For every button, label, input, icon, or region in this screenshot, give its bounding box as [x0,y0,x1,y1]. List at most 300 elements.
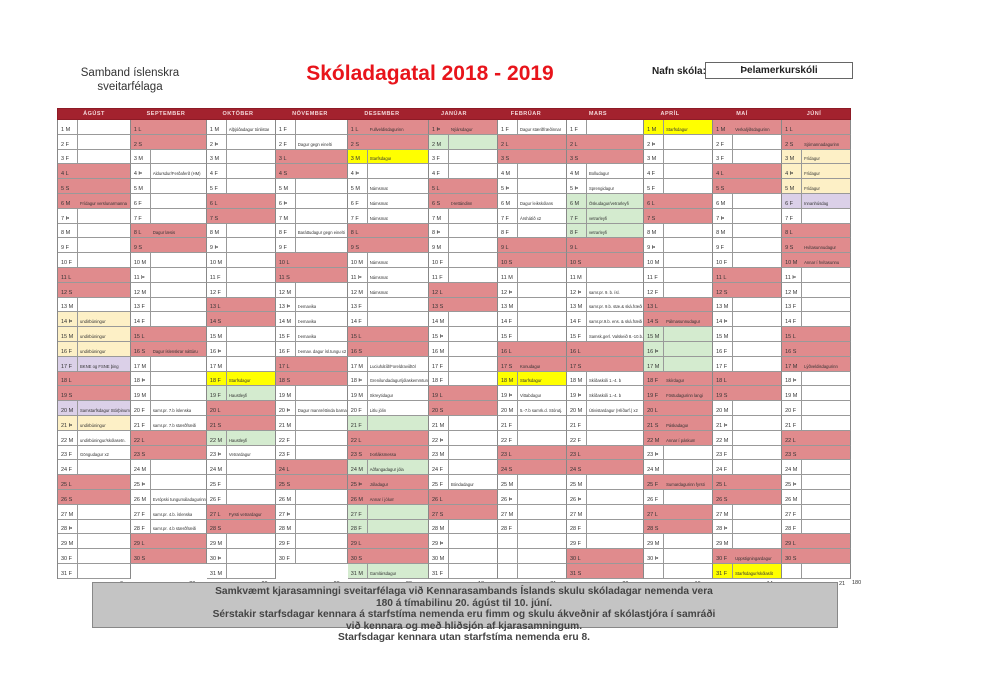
day-cell[interactable] [131,446,207,461]
day-cell[interactable] [348,534,429,549]
day-cell[interactable] [644,135,713,150]
day-cell[interactable] [131,238,207,253]
day-cell[interactable] [782,268,851,283]
day-cell[interactable] [131,150,207,165]
day-cell[interactable] [713,209,782,224]
day-cell[interactable] [782,253,851,268]
day-cell[interactable] [644,475,713,490]
day-cell[interactable] [58,564,131,579]
day-cell[interactable] [276,520,348,535]
day-cell[interactable] [429,534,498,549]
day-cell[interactable] [348,460,429,475]
day-cell[interactable] [713,268,782,283]
day-cell[interactable] [713,253,782,268]
day-cell[interactable] [567,298,644,313]
day-cell[interactable] [207,312,276,327]
day-cell[interactable] [348,238,429,253]
day-cell[interactable] [131,490,207,505]
day-cell[interactable] [713,194,782,209]
day-cell[interactable] [131,357,207,372]
day-cell[interactable] [782,342,851,357]
day-cell[interactable] [58,120,131,135]
day-cell[interactable] [348,312,429,327]
day-cell[interactable] [567,490,644,505]
day-cell[interactable] [429,164,498,179]
day-cell[interactable] [276,327,348,342]
day-cell[interactable] [713,179,782,194]
day-cell[interactable] [713,534,782,549]
day-cell[interactable] [567,549,644,564]
day-cell[interactable] [498,416,567,431]
day-cell[interactable] [782,520,851,535]
day-cell[interactable] [713,238,782,253]
day-cell[interactable] [498,534,567,549]
day-cell[interactable] [348,564,429,579]
day-cell[interactable] [131,224,207,239]
day-cell[interactable] [207,372,276,387]
day-cell[interactable] [713,416,782,431]
day-cell[interactable] [429,431,498,446]
day-cell[interactable] [567,446,644,461]
day-cell[interactable] [429,446,498,461]
day-cell[interactable] [567,534,644,549]
day-cell[interactable] [58,224,131,239]
day-cell[interactable] [131,194,207,209]
day-cell[interactable] [498,209,567,224]
day-cell[interactable] [276,312,348,327]
day-cell[interactable] [429,312,498,327]
day-cell[interactable] [131,549,207,564]
day-cell[interactable] [644,534,713,549]
day-cell[interactable] [782,475,851,490]
day-cell[interactable] [207,298,276,313]
day-cell[interactable] [644,416,713,431]
day-cell[interactable] [498,238,567,253]
day-cell[interactable] [782,283,851,298]
day-cell[interactable] [644,386,713,401]
day-cell[interactable] [276,342,348,357]
day-cell[interactable] [207,549,276,564]
day-cell[interactable] [782,327,851,342]
day-cell[interactable] [782,460,851,475]
day-cell[interactable] [567,312,644,327]
day-cell[interactable] [348,401,429,416]
day-cell[interactable] [567,372,644,387]
day-cell[interactable] [348,342,429,357]
day-cell[interactable] [782,224,851,239]
day-cell[interactable] [276,505,348,520]
day-cell[interactable] [58,386,131,401]
day-cell[interactable] [276,194,348,209]
day-cell[interactable] [713,327,782,342]
day-cell[interactable] [131,268,207,283]
day-cell[interactable] [498,431,567,446]
day-cell[interactable] [567,357,644,372]
day-cell[interactable] [782,401,851,416]
day-cell[interactable] [429,238,498,253]
day-cell[interactable] [429,520,498,535]
day-cell[interactable] [429,120,498,135]
day-cell[interactable] [713,164,782,179]
day-cell[interactable] [782,135,851,150]
day-cell[interactable] [713,224,782,239]
day-cell[interactable] [429,253,498,268]
day-cell[interactable] [498,342,567,357]
day-cell[interactable] [58,490,131,505]
day-cell[interactable] [207,431,276,446]
day-cell[interactable] [131,505,207,520]
day-cell[interactable] [207,179,276,194]
day-cell[interactable] [276,164,348,179]
day-cell[interactable] [498,505,567,520]
day-cell[interactable] [498,120,567,135]
day-cell[interactable] [207,209,276,224]
day-cell[interactable] [782,534,851,549]
day-cell[interactable] [58,520,131,535]
day-cell[interactable] [498,460,567,475]
day-cell[interactable] [131,534,207,549]
day-cell[interactable] [429,490,498,505]
day-cell[interactable] [644,268,713,283]
day-cell[interactable] [498,164,567,179]
day-cell[interactable] [276,549,348,564]
day-cell[interactable] [713,283,782,298]
day-cell[interactable] [207,357,276,372]
day-cell[interactable] [58,298,131,313]
day-cell[interactable] [713,446,782,461]
day-cell[interactable] [207,268,276,283]
day-cell[interactable] [713,564,782,579]
day-cell[interactable] [429,357,498,372]
day-cell[interactable] [276,253,348,268]
day-cell[interactable] [276,431,348,446]
day-cell[interactable] [348,386,429,401]
day-cell[interactable] [429,386,498,401]
day-cell[interactable] [567,268,644,283]
day-cell[interactable] [713,475,782,490]
day-cell[interactable] [207,224,276,239]
day-cell[interactable] [131,327,207,342]
day-cell[interactable] [131,164,207,179]
day-cell[interactable] [567,431,644,446]
day-cell[interactable] [713,372,782,387]
day-cell[interactable] [429,224,498,239]
day-cell[interactable] [429,298,498,313]
day-cell[interactable] [782,179,851,194]
day-cell[interactable] [713,386,782,401]
day-cell[interactable] [498,224,567,239]
day-cell[interactable] [429,564,498,579]
day-cell[interactable] [276,283,348,298]
day-cell[interactable] [207,120,276,135]
day-cell[interactable] [348,372,429,387]
day-cell[interactable] [276,446,348,461]
day-cell[interactable] [498,490,567,505]
day-cell[interactable] [276,268,348,283]
day-cell[interactable] [58,372,131,387]
day-cell[interactable] [782,549,851,564]
day-cell[interactable] [131,372,207,387]
day-cell[interactable] [207,534,276,549]
day-cell[interactable] [567,224,644,239]
day-cell[interactable] [567,283,644,298]
day-cell[interactable] [58,179,131,194]
day-cell[interactable] [567,505,644,520]
day-cell[interactable] [498,386,567,401]
day-cell[interactable] [276,460,348,475]
day-cell[interactable] [58,268,131,283]
day-cell[interactable] [644,253,713,268]
day-cell[interactable] [276,209,348,224]
day-cell[interactable] [276,224,348,239]
day-cell[interactable] [498,194,567,209]
day-cell[interactable] [429,179,498,194]
day-cell[interactable] [429,505,498,520]
day-cell[interactable] [498,312,567,327]
day-cell[interactable] [58,283,131,298]
day-cell[interactable] [131,460,207,475]
day-cell[interactable] [782,372,851,387]
day-cell[interactable] [782,150,851,165]
day-cell[interactable] [644,564,713,579]
day-cell[interactable] [498,298,567,313]
day-cell[interactable] [348,327,429,342]
day-cell[interactable] [207,505,276,520]
day-cell[interactable] [713,120,782,135]
day-cell[interactable] [498,357,567,372]
day-cell[interactable] [567,460,644,475]
day-cell[interactable] [276,386,348,401]
day-cell[interactable] [498,520,567,535]
day-cell[interactable] [567,520,644,535]
day-cell[interactable] [713,460,782,475]
day-cell[interactable] [644,549,713,564]
day-cell[interactable] [567,150,644,165]
day-cell[interactable] [429,327,498,342]
day-cell[interactable] [782,357,851,372]
day-cell[interactable] [644,460,713,475]
day-cell[interactable] [644,179,713,194]
day-cell[interactable] [644,431,713,446]
day-cell[interactable] [567,120,644,135]
day-cell[interactable] [713,490,782,505]
day-cell[interactable] [348,490,429,505]
day-cell[interactable] [498,564,567,579]
day-cell[interactable] [498,549,567,564]
day-cell[interactable] [567,164,644,179]
day-cell[interactable] [498,268,567,283]
day-cell[interactable] [567,253,644,268]
day-cell[interactable] [644,312,713,327]
day-cell[interactable] [131,520,207,535]
day-cell[interactable] [644,401,713,416]
day-cell[interactable] [58,534,131,549]
day-cell[interactable] [348,298,429,313]
day-cell[interactable] [782,505,851,520]
day-cell[interactable] [429,194,498,209]
day-cell[interactable] [131,386,207,401]
day-cell[interactable] [276,490,348,505]
day-cell[interactable] [713,431,782,446]
day-cell[interactable] [348,475,429,490]
day-cell[interactable] [207,460,276,475]
day-cell[interactable] [498,253,567,268]
day-cell[interactable] [567,209,644,224]
day-cell[interactable] [58,194,131,209]
day-cell[interactable] [58,431,131,446]
day-cell[interactable] [207,401,276,416]
day-cell[interactable] [782,298,851,313]
day-cell[interactable] [207,238,276,253]
day-cell[interactable] [348,268,429,283]
day-cell[interactable] [348,209,429,224]
day-cell[interactable] [429,416,498,431]
day-cell[interactable] [498,179,567,194]
day-cell[interactable] [131,120,207,135]
day-cell[interactable] [348,416,429,431]
day-cell[interactable] [58,312,131,327]
day-cell[interactable] [713,505,782,520]
day-cell[interactable] [498,283,567,298]
day-cell[interactable] [348,179,429,194]
day-cell[interactable] [348,283,429,298]
day-cell[interactable] [567,238,644,253]
day-cell[interactable] [131,475,207,490]
day-cell[interactable] [782,446,851,461]
day-cell[interactable] [644,520,713,535]
day-cell[interactable] [207,253,276,268]
day-cell[interactable] [429,135,498,150]
day-cell[interactable] [567,386,644,401]
day-cell[interactable] [498,135,567,150]
day-cell[interactable] [644,194,713,209]
day-cell[interactable] [782,312,851,327]
day-cell[interactable] [276,120,348,135]
day-cell[interactable] [58,150,131,165]
day-cell[interactable] [713,549,782,564]
day-cell[interactable] [207,194,276,209]
day-cell[interactable] [644,490,713,505]
day-cell[interactable] [567,135,644,150]
day-cell[interactable] [58,357,131,372]
day-cell[interactable] [207,283,276,298]
day-cell[interactable] [348,357,429,372]
day-cell[interactable] [498,401,567,416]
day-cell[interactable] [58,327,131,342]
day-cell[interactable] [348,194,429,209]
day-cell[interactable] [131,283,207,298]
day-cell[interactable] [131,312,207,327]
day-cell[interactable] [782,120,851,135]
day-cell[interactable] [348,431,429,446]
day-cell[interactable] [207,135,276,150]
day-cell[interactable] [207,386,276,401]
day-cell[interactable] [131,298,207,313]
day-cell[interactable] [713,401,782,416]
day-cell[interactable] [644,327,713,342]
day-cell[interactable] [131,253,207,268]
day-cell[interactable] [429,401,498,416]
day-cell[interactable] [58,164,131,179]
day-cell[interactable] [498,372,567,387]
day-cell[interactable] [276,534,348,549]
day-cell[interactable] [276,372,348,387]
day-cell[interactable] [644,342,713,357]
day-cell[interactable] [58,505,131,520]
day-cell[interactable] [348,120,429,135]
day-cell[interactable] [207,520,276,535]
day-cell[interactable] [713,520,782,535]
day-cell[interactable] [276,416,348,431]
day-cell[interactable] [713,312,782,327]
day-cell[interactable] [131,431,207,446]
day-cell[interactable] [348,549,429,564]
day-cell[interactable] [713,150,782,165]
day-cell[interactable] [429,342,498,357]
day-cell[interactable] [207,446,276,461]
day-cell[interactable] [644,150,713,165]
day-cell[interactable] [498,150,567,165]
day-cell[interactable] [567,475,644,490]
day-cell[interactable] [567,327,644,342]
day-cell[interactable] [348,164,429,179]
day-cell[interactable] [207,327,276,342]
day-cell[interactable] [276,401,348,416]
day-cell[interactable] [276,298,348,313]
day-cell[interactable] [644,357,713,372]
day-cell[interactable] [782,416,851,431]
day-cell[interactable] [782,209,851,224]
day-cell[interactable] [782,194,851,209]
day-cell[interactable] [276,475,348,490]
day-cell[interactable] [567,194,644,209]
day-cell[interactable] [644,446,713,461]
day-cell[interactable] [782,431,851,446]
day-cell[interactable] [58,549,131,564]
day-cell[interactable] [207,475,276,490]
day-cell[interactable] [131,135,207,150]
day-cell[interactable] [207,150,276,165]
day-cell[interactable] [348,135,429,150]
day-cell[interactable] [58,209,131,224]
day-cell[interactable] [429,372,498,387]
day-cell[interactable] [276,135,348,150]
day-cell[interactable] [782,564,851,579]
school-name-field[interactable]: Þelamerkurskóli [705,62,853,79]
day-cell[interactable] [429,268,498,283]
day-cell[interactable] [713,357,782,372]
day-cell[interactable] [58,475,131,490]
day-cell[interactable] [644,372,713,387]
day-cell[interactable] [131,209,207,224]
day-cell[interactable] [348,446,429,461]
day-cell[interactable] [58,135,131,150]
day-cell[interactable] [644,238,713,253]
day-cell[interactable] [644,298,713,313]
day-cell[interactable] [782,238,851,253]
day-cell[interactable] [58,253,131,268]
day-cell[interactable] [207,342,276,357]
day-cell[interactable] [348,253,429,268]
day-cell[interactable] [644,120,713,135]
day-cell[interactable] [644,209,713,224]
day-cell[interactable] [131,401,207,416]
day-cell[interactable] [429,549,498,564]
day-cell[interactable] [348,520,429,535]
day-cell[interactable] [498,475,567,490]
day-cell[interactable] [782,386,851,401]
day-cell[interactable] [131,416,207,431]
